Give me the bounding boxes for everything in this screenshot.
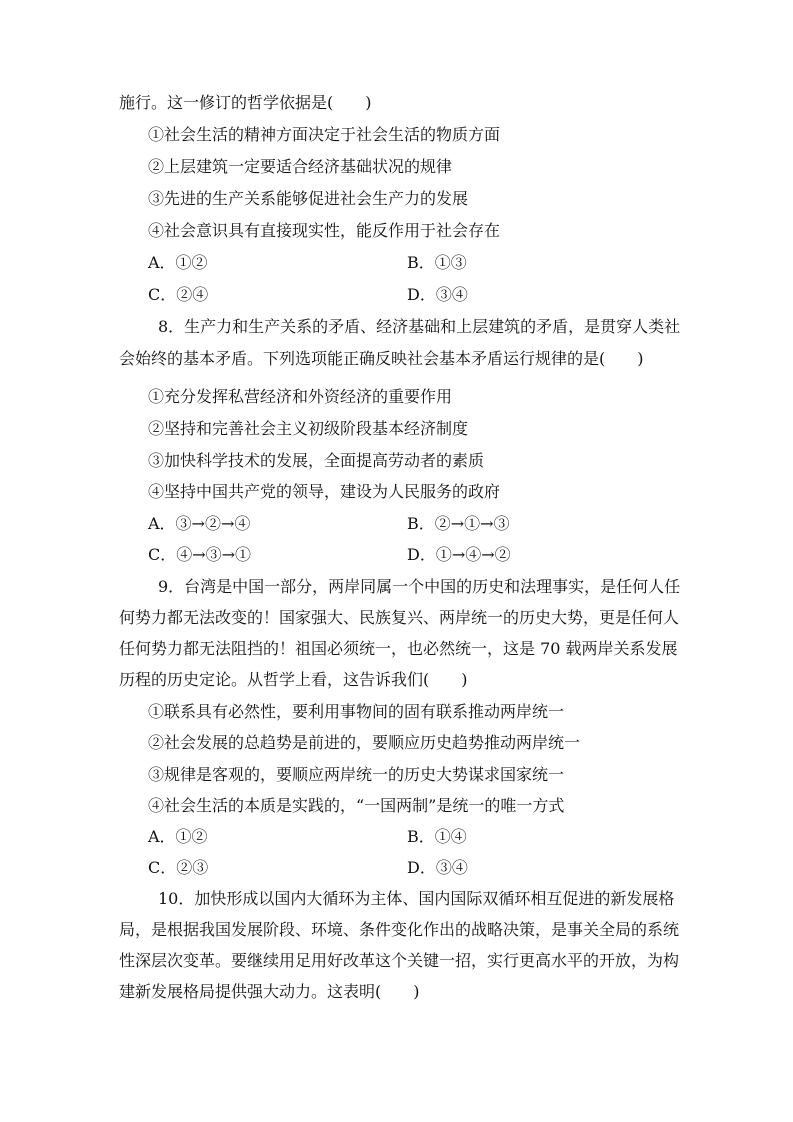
q7-statement-3: ③先进的生产关系能够促进社会生产力的发展 [148, 189, 469, 208]
q9-option-a: A．①② [148, 827, 208, 846]
q10-stem-line-1: 10．加快形成以国内大循环为主体、国内国际双循环相互促进的新发展格 [158, 889, 675, 908]
q8-statement-3: ③加快科学技术的发展，全面提高劳动者的素质 [148, 451, 485, 470]
q9-statement-3: ③规律是客观的，要顺应两岸统一的历史大势谋求国家统一 [148, 765, 565, 784]
q9-statement-1: ①联系具有必然性，要利用事物间的固有联系推动两岸统一 [148, 702, 565, 721]
q8-option-c: C．④→③→① [148, 545, 252, 564]
q9-statement-2: ②社会发展的总趋势是前进的，要顺应历史趋势推动两岸统一 [148, 733, 581, 752]
q8-option-b: B．②→①→③ [407, 514, 510, 533]
q8-statement-4: ④坚持中国共产党的领导，建设为人民服务的政府 [148, 482, 501, 501]
q7-statement-1: ①社会生活的精神方面决定于社会生活的物质方面 [148, 125, 501, 144]
q7-option-d: D．③④ [407, 285, 468, 304]
q7-option-a: A．①② [148, 253, 208, 272]
q8-statement-1: ①充分发挥私营经济和外资经济的重要作用 [148, 387, 453, 406]
q9-stem-line-1: 9．台湾是中国一部分，两岸同属一个中国的历史和法理事实，是任何人任 [158, 577, 681, 596]
q10-stem-line-3: 性深层次变革。要继续用足用好改革这个关键一招，实行更高水平的开放，为构 [119, 951, 680, 970]
q10-stem-line-4: 建新发展格局提供强大动力。这表明( ) [119, 982, 420, 1001]
q9-option-c: C．②③ [148, 858, 209, 877]
q8-stem-line-2: 会始终的基本矛盾。下列选项能正确反映社会基本矛盾运行规律的是( ) [119, 349, 644, 368]
q10-stem-line-2: 局，是根据我国发展阶段、环境、条件变化作出的战略决策，是事关全局的系统 [119, 920, 680, 939]
q8-stem-line-1: 8．生产力和生产关系的矛盾、经济基础和上层建筑的矛盾，是贯穿人类社 [158, 317, 681, 336]
q9-stem-line-4: 历程的历史定论。从哲学上看，这告诉我们( ) [119, 670, 468, 689]
q9-option-d: D．③④ [407, 858, 468, 877]
q9-stem-line-3: 任何势力都无法阻挡的！祖国必须统一，也必然统一，这是 70 载两岸关系发展 [119, 639, 678, 658]
q7-option-b: B．①③ [407, 253, 467, 272]
q7-option-c: C．②④ [148, 285, 209, 304]
q8-statement-2: ②坚持和完善社会主义初级阶段基本经济制度 [148, 419, 469, 438]
q9-option-b: B．①④ [407, 827, 467, 846]
q7-statement-2: ②上层建筑一定要适合经济基础状况的规律 [148, 157, 453, 176]
q8-option-a: A．③→②→④ [148, 514, 251, 533]
q7-statement-4: ④社会意识具有直接现实性，能反作用于社会存在 [148, 221, 501, 240]
q9-statement-4: ④社会生活的本质是实践的，“一国两制”是统一的唯一方式 [148, 796, 565, 815]
q9-stem-line-2: 何势力都无法改变的！国家强大、民族复兴、两岸统一的历史大势，更是任何人 [119, 608, 680, 627]
q7-stem-tail: 施行。这一修订的哲学依据是( ) [119, 93, 372, 112]
q8-option-d: D．①→④→② [407, 545, 511, 564]
